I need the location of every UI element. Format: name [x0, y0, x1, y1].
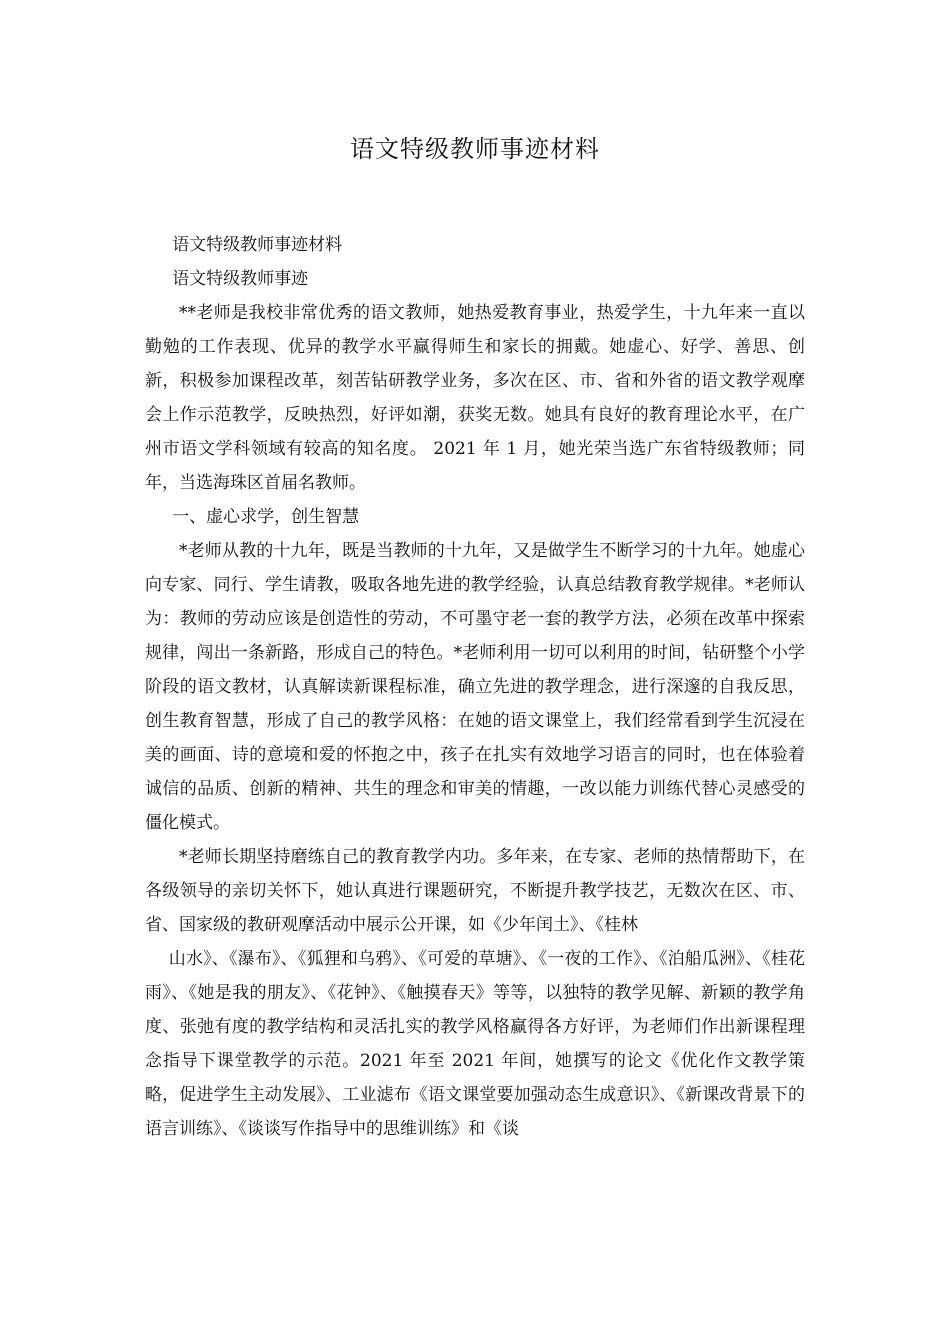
document-title: 语文特级教师事迹材料 — [350, 135, 600, 163]
paragraph-intro: **老师是我校非常优秀的语文教师，她热爱教育事业，热爱学生，十九年来一直以勤勉的工作表现、优异的教学水平赢得师生和家长的拥戴。她虚心、好学、善思、创新，积极参加课程改革，刻苦钻研教学业务，多次在区、市、省和外省的语文教学观摩会上作示范教学，反映热烈，好评如潮，获奖无数。她具有良好的教育理论水平，在广州市语文学科领域有较高的知名度。 2021 年 1 月，她光荣当选广东省特级教师；同年，当选海珠区首届名教师。 — [145, 303, 805, 493]
section-heading-1: 一、虚心求学，创生智慧 — [172, 507, 360, 527]
paragraph-section1-a: *老师从教的十九年，既是当教师的十九年，又是做学生不断学习的十九年。她虚心向专家、同行、学生请教，吸取各地先进的教学经验，认真总结教育教学规律。*老师认为：教师的劳动应该是创造性的劳动，不可墨守老一套的教学方法，必须在改革中探索规律，闯出一条新路，形成自己的特色。*老师利用一切可以利用的时间，钻研整个小学阶段的语文教材，认真解读新课程标准，确立先进的教学理念，进行深邃的自我反思，创生教育智慧，形成了自己的教学风格：在她的语文课堂上，我们经常看到学生沉浸在美的画面、诗的意境和爱的怀抱之中，孩子在扎实有效地学习语言的同时，也在体验着诚信的品质、创新的精神、共生的理念和审美的情趣，一改以能力训练代替心灵感受的僵化模式。 — [145, 541, 805, 833]
document-body — [145, 228, 805, 1146]
paragraph-subtitle-1: 语文特级教师事迹材料 — [172, 235, 343, 255]
paragraph-subtitle-2: 语文特级教师事迹 — [172, 269, 309, 289]
paragraph-section1-c: 山水》、《瀑布》、《狐狸和乌鸦》、《可爱的草塘》、《一夜的工作》、《泊船瓜洲》、《桂花雨》、《她是我的朋友》、《花钟》、《触摸春天》等等，以独特的教学见解、新颖的教学角度、张弛有度的教学结构和灵活扎实的教学风格赢得各方好评，为老师们作出新课程理念指导下课堂教学的示范。2021 年至 2021 年间，她撰写的论文《优化作文教学策略，促进学生主动发展》、工业滤布《语文课堂要加强动态生成意识》、《新课改背景下的语言训练》、《谈谈写作指导中的思维训练》和《谈 — [145, 949, 805, 1139]
paragraph-section1-b: *老师长期坚持磨练自己的教育教学内功。多年来，在专家、老师的热情帮助下，在各级领导的亲切关怀下，她认真进行课题研究，不断提升教学技艺，无数次在区、市、省、国家级的教研观摩活动中展示公开课，如《少年闰土》、《桂林 — [145, 847, 805, 935]
